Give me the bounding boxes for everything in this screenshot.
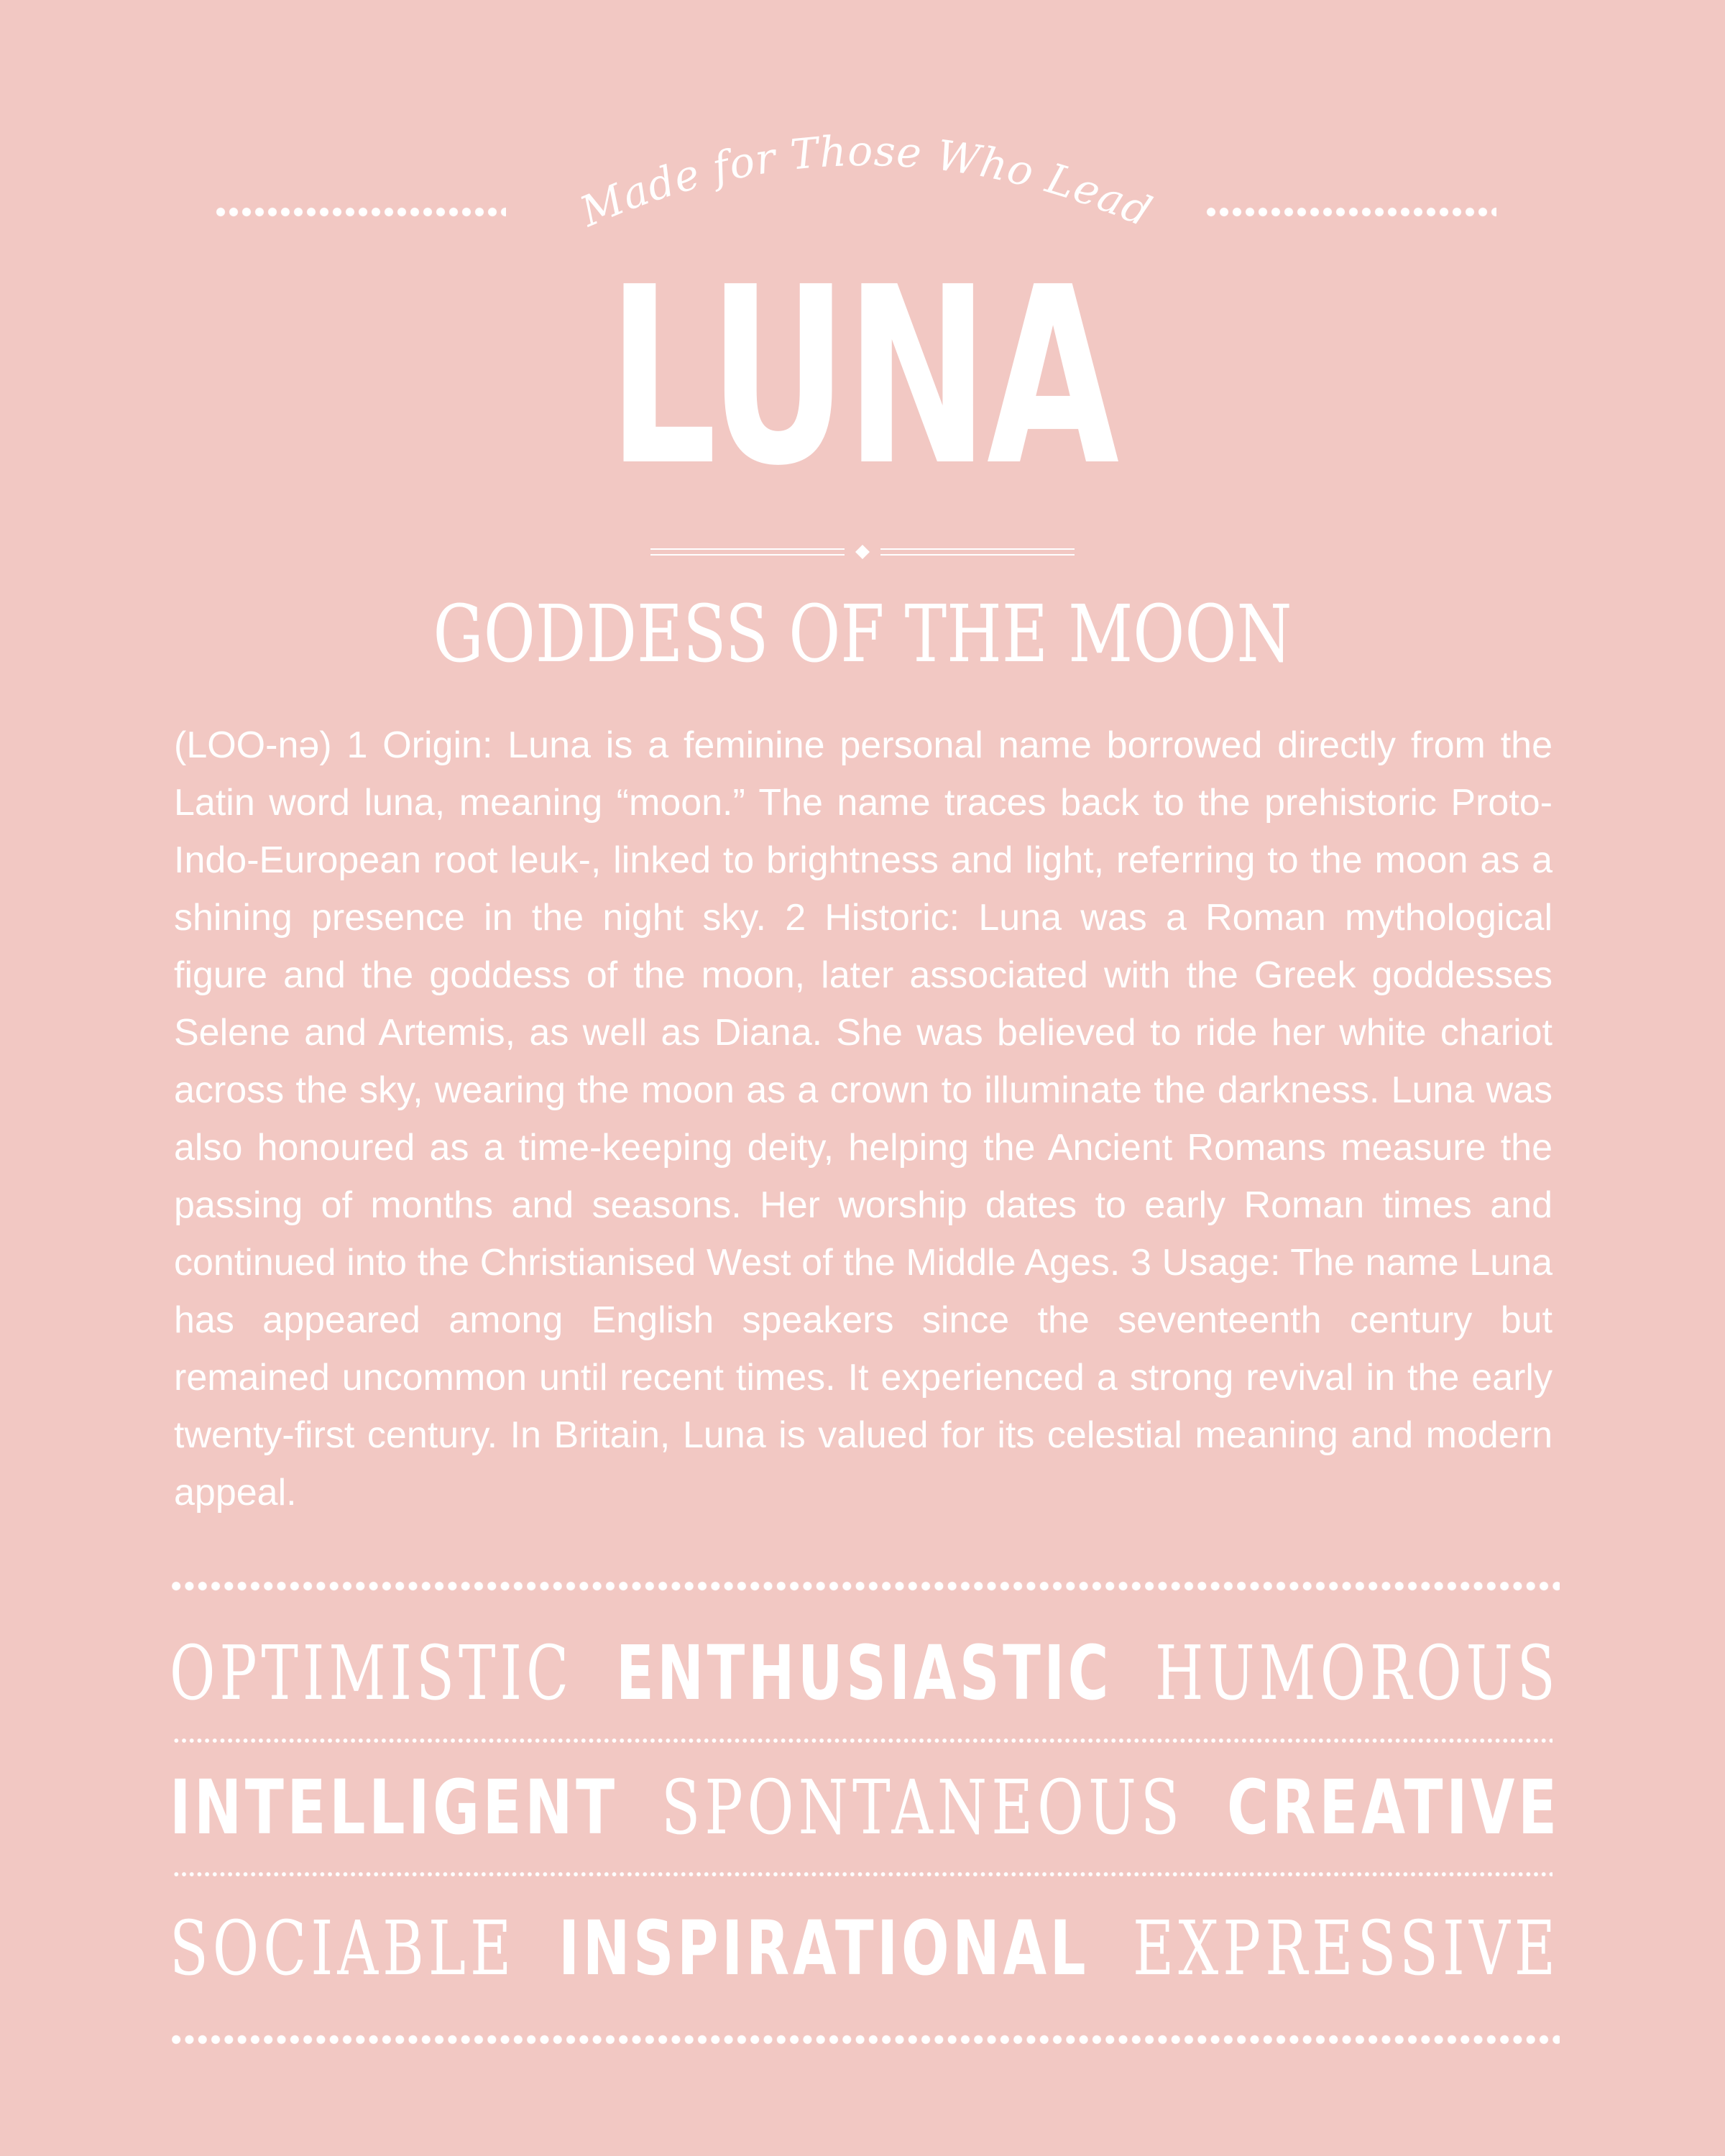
tagline-rule-right [1205, 206, 1496, 218]
trait-row-2 [170, 1764, 1560, 1851]
traits-rule-thin [172, 1871, 1552, 1877]
trait-word: EXPRESSIVE [1132, 1904, 1560, 1992]
trait-word: CREATIVE [1227, 1764, 1560, 1851]
svg-text:Made for Those Who Lead [573, 126, 1159, 236]
traits-rule-bottom [170, 2034, 1560, 2045]
trait-word: INTELLIGENT [170, 1764, 618, 1851]
subtitle: GODDESS OF THE MOON [433, 588, 1292, 680]
trait-row-3 [170, 1905, 1560, 1991]
trait-word: HUMOROUS [1155, 1629, 1560, 1717]
trait-word: OPTIMISTIC [170, 1629, 574, 1717]
tagline-rule-left [214, 206, 506, 218]
description-paragraph: (LOO-nə) 1 Origin: Luna is a feminine personal name borrowed directly from the Latin word luna, meaning “moon.” The name traces back to the prehistoric Proto-Indo-European root leuk-, linked to brightness and light, referring to the moon as a shining presence in the night sky. 2 Historic: Luna was a Roman mythological figure and the goddess of the moon, later associated with the Greek goddesses Selene and Artemis, as well as Diana. She was believed to ride her white chariot across the sky, wearing the moon as a crown to illuminate the darkness. Luna was also honoured as a time-keeping deity, helping the Ancient Romans measure the passing of months and seasons. Her worship dates to early Roman times and continued into the Christianised West of the Middle Ages. 3 Usage: The name Luna has appeared among English speakers since the seventeenth century but remained uncommon until recent times. It experienced a strong revival in the early twenty-first century. In Britain, Luna is valued for its celestial meaning and modern appeal. [174, 724, 1552, 1514]
diamond-icon [855, 545, 870, 559]
tagline-text: Made for Those Who Lead [573, 126, 1159, 236]
trait-row-1 [170, 1630, 1560, 1716]
trait-word: INSPIRATIONAL [558, 1904, 1090, 1992]
trait-word: SOCIABLE [170, 1904, 516, 1992]
trait-word: ENTHUSIASTIC [616, 1629, 1112, 1717]
traits-rule-thin [172, 1738, 1552, 1743]
traits-rule-top [170, 1580, 1560, 1592]
ornament-divider [650, 543, 1075, 561]
trait-word: SPONTANEOUS [661, 1764, 1184, 1851]
name-title: LUNA [607, 235, 1118, 520]
